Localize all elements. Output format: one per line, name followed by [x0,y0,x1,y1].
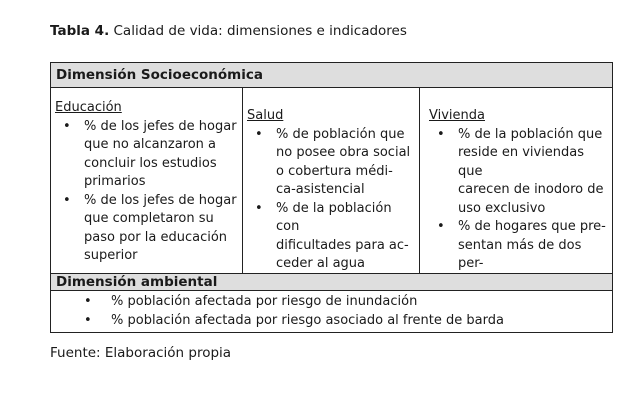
table-source-note: Fuente: Elaboración propia [50,345,232,361]
education-indicator-list [55,118,237,266]
indicator-line: % población afectada por riesgo asociado al frente de barda [111,312,504,328]
column-divider [242,88,243,273]
column-education [55,99,237,266]
bullet-icon: • [255,200,263,216]
indicator-line: % de la población que [458,126,603,142]
indicator-line: % de hogares que pre- [458,219,606,234]
socioeconomic-dimension-header: Dimensión Socioeconómica [51,63,612,88]
list-item [51,312,612,331]
list-item [247,126,419,200]
indicator-line: dificultades para ac- [276,237,409,253]
indicator-line: % población afectada por riesgo de inundación [111,294,418,309]
column-housing [429,107,609,292]
health-indicator-list [247,126,419,274]
indicator-line: concluir los estudios [84,155,217,171]
indicator-line: paso por la educación [84,229,228,245]
column-title-housing: Vivienda [429,108,485,123]
environmental-indicator-list [51,293,612,330]
quality-of-life-table [50,62,613,333]
indicator-line: reside en viviendas que [458,145,585,179]
indicator-line: % de los jefes de hogar [84,192,237,208]
environmental-dimension-header: Dimensión ambiental [51,273,612,291]
list-item [429,126,609,219]
column-title-health: Salud [247,108,284,123]
table-caption-text: Calidad de vida: dimensiones e indicadores [113,23,407,39]
indicator-line: ceder al agua [276,256,366,271]
indicator-line: % de la población con [276,200,392,234]
indicator-line: superior [84,248,138,263]
housing-indicator-list [429,126,609,293]
indicator-line: uso exclusivo [458,200,546,216]
column-health [247,107,419,274]
bullet-icon: • [63,192,71,208]
list-item [55,118,237,192]
list-item [51,293,612,312]
environmental-indicators [51,293,612,330]
indicator-line: que completaron su [84,211,214,226]
table-caption [50,22,407,40]
indicator-line: que no alcanzaron a [84,137,217,152]
list-item [247,200,419,274]
indicator-line: o cobertura médi- [276,163,393,179]
indicator-line: no posee obra social [276,145,411,160]
bullet-icon: • [437,219,445,234]
indicator-line: primarios [84,174,146,189]
bullet-icon: • [437,126,445,142]
column-divider [419,88,420,273]
column-title-education: Educación [55,100,122,115]
indicator-line: ca-asistencial [276,182,365,197]
bullet-icon: • [84,294,92,309]
indicator-line: carecen de inodoro de [458,182,604,197]
bullet-icon: • [255,126,263,142]
table-caption-label: Tabla 4. [50,23,110,39]
bullet-icon: • [63,118,71,134]
bullet-icon: • [84,312,92,328]
indicator-line: % de los jefes de hogar [84,118,237,134]
indicator-line: % de población que [276,126,405,142]
list-item [55,192,237,266]
indicator-line: sentan más de dos per- [458,237,582,271]
